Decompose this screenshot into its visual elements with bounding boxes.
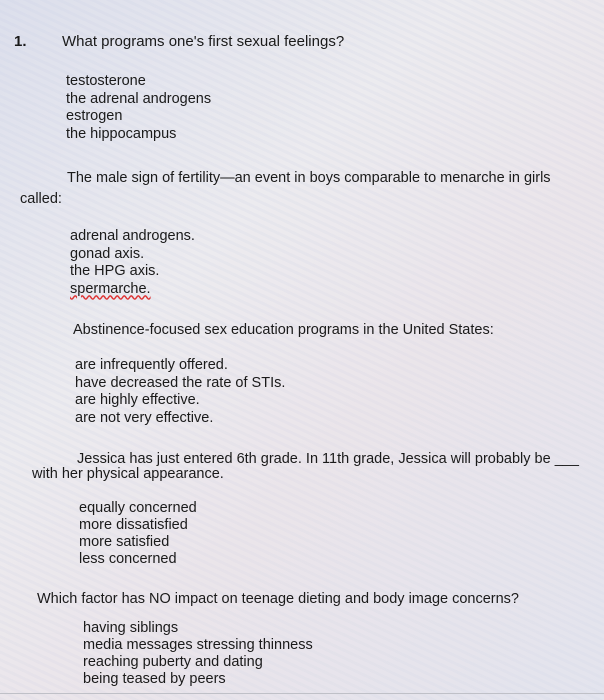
question-4-option-c: more satisfied <box>79 534 170 550</box>
question-5-option-a: having siblings <box>83 620 179 636</box>
question-4-prompt-continued: with her physical appearance. <box>32 466 224 482</box>
question-4-option-d: less concerned <box>79 551 177 567</box>
question-4-option-a: equally concerned <box>79 500 197 516</box>
question-5-prompt: Which factor has NO impact on teenage dieting and body image concerns? <box>37 591 519 607</box>
question-2-option-c: the HPG axis. <box>70 263 160 279</box>
question-1-option-b: the adrenal androgens <box>66 90 212 107</box>
question-number: 1. <box>14 33 27 50</box>
question-3-options <box>75 357 285 427</box>
question-4-option-b: more dissatisfied <box>79 517 188 533</box>
question-2-prompt: The male sign of fertility—an event in boys comparable to menarche in girls <box>67 170 551 186</box>
question-5-option-d: being teased by peers <box>83 671 226 687</box>
question-5-option-b: media messages stressing thinness <box>83 637 313 653</box>
question-2-prompt-continued: called: <box>20 191 62 207</box>
question-1-option-c: estrogen <box>66 108 123 124</box>
question-2-options <box>70 228 195 298</box>
question-4-options <box>79 500 197 568</box>
question-3-option-a: are infrequently offered. <box>75 357 228 373</box>
question-4-prompt: Jessica has just entered 6th grade. In 11th grade, Jessica will probably be ___ <box>77 451 579 467</box>
question-1-prompt: What programs one's first sexual feelings? <box>62 33 345 50</box>
question-1-option-d: the hippocampus <box>66 125 177 142</box>
question-2-option-b: gonad axis. <box>70 245 145 262</box>
question-2-option-a: adrenal androgens. <box>70 228 195 244</box>
question-3-option-d: are not very effective. <box>75 409 214 426</box>
page-bottom-rule <box>0 693 604 694</box>
question-1-options <box>66 73 211 143</box>
question-5-option-c: reaching puberty and dating <box>83 654 263 670</box>
question-3-prompt: Abstinence-focused sex education programs in the United States: <box>73 322 494 338</box>
question-3-option-b: have decreased the rate of STIs. <box>75 374 286 391</box>
question-2-option-d: spermarche. <box>70 280 151 297</box>
question-1-option-a: testosterone <box>66 73 146 89</box>
question-3-option-c: are highly effective. <box>75 392 200 408</box>
question-5-options <box>83 620 313 688</box>
